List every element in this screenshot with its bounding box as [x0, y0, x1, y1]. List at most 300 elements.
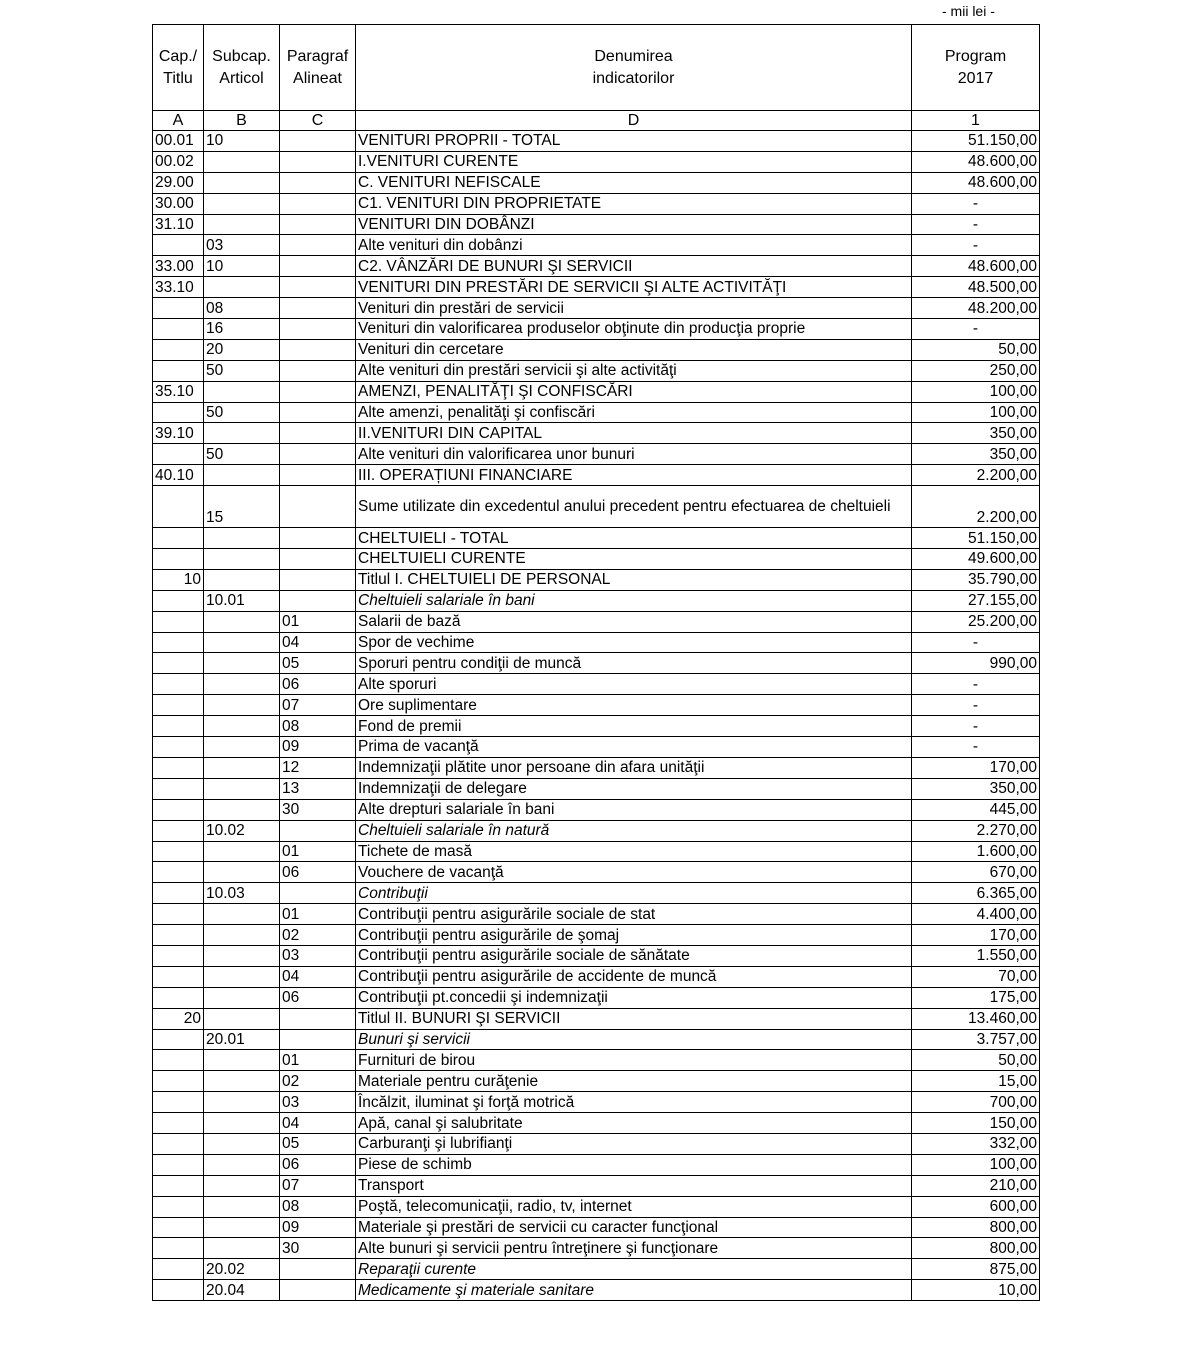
table-row [153, 319, 1040, 340]
table-row [153, 549, 1040, 570]
cell-subcap-articol [204, 1154, 280, 1175]
cell-denumire: Alte drepturi salariale în bani [356, 799, 912, 820]
cell-cap-titlu [153, 528, 204, 549]
cell-paragraf-alineat: 09 [280, 737, 356, 758]
cell-program-value: - [912, 716, 1040, 737]
cell-denumire: Contribuţii pentru asigurările sociale de sănătate [356, 945, 912, 966]
cell-cap-titlu [153, 1154, 204, 1175]
cell-cap-titlu [153, 883, 204, 904]
cell-paragraf-alineat [280, 256, 356, 277]
cell-denumire: Contribuţii [356, 883, 912, 904]
cell-denumire: Apă, canal şi salubritate [356, 1113, 912, 1134]
cell-paragraf-alineat: 02 [280, 1071, 356, 1092]
table-row [153, 883, 1040, 904]
cell-paragraf-alineat [280, 444, 356, 465]
cell-denumire: Bunuri şi servicii [356, 1029, 912, 1050]
cell-paragraf-alineat: 02 [280, 925, 356, 946]
table-row [153, 820, 1040, 841]
cell-paragraf-alineat [280, 131, 356, 152]
cell-denumire: Venituri din cercetare [356, 339, 912, 360]
table-row [153, 925, 1040, 946]
cell-denumire: Furnituri de birou [356, 1050, 912, 1071]
cell-cap-titlu: 29.00 [153, 172, 204, 193]
cell-paragraf-alineat [280, 172, 356, 193]
cell-subcap-articol: 50 [204, 360, 280, 381]
cell-subcap-articol: 20.01 [204, 1029, 280, 1050]
cell-denumire: III. OPERAȚIUNI FINANCIARE [356, 465, 912, 486]
cell-subcap-articol: 10 [204, 256, 280, 277]
table-row [153, 151, 1040, 172]
cell-cap-titlu: 30.00 [153, 193, 204, 214]
table-row [153, 298, 1040, 319]
cell-denumire: Ore suplimentare [356, 695, 912, 716]
cell-paragraf-alineat: 12 [280, 757, 356, 778]
cell-program-value: 2.200,00 [912, 486, 1040, 528]
cell-paragraf-alineat [280, 151, 356, 172]
table-row [153, 1196, 1040, 1217]
cell-denumire: Reparaţii curente [356, 1259, 912, 1280]
cell-paragraf-alineat [280, 820, 356, 841]
cell-cap-titlu [153, 862, 204, 883]
cell-subcap-articol [204, 1217, 280, 1238]
cell-subcap-articol [204, 716, 280, 737]
cell-subcap-articol [204, 757, 280, 778]
cell-program-value: 250,00 [912, 360, 1040, 381]
cell-denumire: Tichete de masă [356, 841, 912, 862]
table-row [153, 486, 1040, 528]
unit-label: - mii lei - [942, 3, 995, 19]
header-denumirea [356, 25, 912, 111]
cell-program-value: 350,00 [912, 778, 1040, 799]
cell-subcap-articol [204, 423, 280, 444]
cell-paragraf-alineat: 07 [280, 1175, 356, 1196]
cell-paragraf-alineat: 08 [280, 716, 356, 737]
table-row [153, 1008, 1040, 1029]
cell-cap-titlu [153, 799, 204, 820]
header-text: Cap./ [158, 47, 198, 65]
cell-paragraf-alineat: 13 [280, 778, 356, 799]
cell-cap-titlu [153, 1029, 204, 1050]
cell-subcap-articol [204, 1008, 280, 1029]
table-row [153, 737, 1040, 758]
table-row [153, 778, 1040, 799]
table-body [153, 131, 1040, 1301]
cell-cap-titlu [153, 1175, 204, 1196]
cell-paragraf-alineat: 01 [280, 904, 356, 925]
cell-denumire: Alte bunuri şi servicii pentru întreţinere şi funcţionare [356, 1238, 912, 1259]
table-row [153, 569, 1040, 590]
cell-cap-titlu: 10 [153, 569, 204, 590]
cell-program-value: 875,00 [912, 1259, 1040, 1280]
cell-denumire: VENITURI DIN PRESTĂRI DE SERVICII ŞI ALTE ACTIVITĂŢI [356, 277, 912, 298]
cell-program-value: - [912, 319, 1040, 340]
cell-paragraf-alineat: 30 [280, 799, 356, 820]
cell-program-value: 210,00 [912, 1175, 1040, 1196]
cell-subcap-articol: 10 [204, 131, 280, 152]
cell-cap-titlu [153, 319, 204, 340]
cell-paragraf-alineat [280, 339, 356, 360]
cell-paragraf-alineat [280, 423, 356, 444]
cell-program-value: - [912, 695, 1040, 716]
cell-cap-titlu [153, 841, 204, 862]
table-row [153, 1217, 1040, 1238]
table-row [153, 1259, 1040, 1280]
cell-subcap-articol [204, 569, 280, 590]
cell-subcap-articol [204, 1175, 280, 1196]
cell-denumire: Contribuţii pentru asigurările de accidente de muncă [356, 966, 912, 987]
cell-paragraf-alineat: 08 [280, 1196, 356, 1217]
cell-subcap-articol: 08 [204, 298, 280, 319]
cell-cap-titlu [153, 339, 204, 360]
table-row [153, 590, 1040, 611]
cell-subcap-articol [204, 966, 280, 987]
cell-subcap-articol: 10.01 [204, 590, 280, 611]
table-row [153, 841, 1040, 862]
cell-subcap-articol [204, 925, 280, 946]
table-row [153, 423, 1040, 444]
cell-denumire: Cheltuieli salariale în bani [356, 590, 912, 611]
table-row [153, 214, 1040, 235]
table-row [153, 1154, 1040, 1175]
table-row [153, 904, 1040, 925]
cell-denumire: AMENZI, PENALITĂŢI ŞI CONFISCĂRI [356, 381, 912, 402]
cell-paragraf-alineat: 07 [280, 695, 356, 716]
cell-denumire: Materiale şi prestări de servicii cu caracter funcţional [356, 1217, 912, 1238]
cell-paragraf-alineat [280, 381, 356, 402]
letter-c: C [280, 111, 356, 131]
cell-subcap-articol [204, 653, 280, 674]
cell-subcap-articol [204, 778, 280, 799]
cell-denumire: Materiale pentru curăţenie [356, 1071, 912, 1092]
cell-cap-titlu: 00.02 [153, 151, 204, 172]
cell-denumire: Cheltuieli salariale în natură [356, 820, 912, 841]
cell-paragraf-alineat [280, 1008, 356, 1029]
cell-subcap-articol [204, 904, 280, 925]
cell-subcap-articol [204, 1238, 280, 1259]
cell-paragraf-alineat [280, 402, 356, 423]
cell-cap-titlu [153, 360, 204, 381]
cell-program-value: 600,00 [912, 1196, 1040, 1217]
cell-cap-titlu: 39.10 [153, 423, 204, 444]
cell-program-value: 51.150,00 [912, 528, 1040, 549]
table-row [153, 695, 1040, 716]
cell-subcap-articol: 50 [204, 402, 280, 423]
cell-cap-titlu [153, 611, 204, 632]
letter-1: 1 [912, 111, 1040, 131]
cell-subcap-articol [204, 674, 280, 695]
cell-cap-titlu [153, 1050, 204, 1071]
cell-paragraf-alineat: 04 [280, 1113, 356, 1134]
cell-cap-titlu [153, 778, 204, 799]
cell-program-value: - [912, 193, 1040, 214]
cell-cap-titlu [153, 925, 204, 946]
cell-subcap-articol [204, 214, 280, 235]
cell-denumire: C2. VÂNZĂRI DE BUNURI ŞI SERVICII [356, 256, 912, 277]
header-text: Paragraf [286, 47, 349, 65]
cell-paragraf-alineat [280, 193, 356, 214]
cell-subcap-articol [204, 1113, 280, 1134]
cell-denumire: C1. VENITURI DIN PROPRIETATE [356, 193, 912, 214]
cell-program-value: - [912, 737, 1040, 758]
cell-denumire: Prima de vacanţă [356, 737, 912, 758]
cell-cap-titlu [153, 695, 204, 716]
header-cap-titlu [153, 25, 204, 111]
cell-cap-titlu [153, 653, 204, 674]
cell-subcap-articol: 16 [204, 319, 280, 340]
table-row [153, 131, 1040, 152]
cell-program-value: 50,00 [912, 1050, 1040, 1071]
cell-denumire: Salarii de bază [356, 611, 912, 632]
cell-program-value: 670,00 [912, 862, 1040, 883]
cell-program-value: - [912, 235, 1040, 256]
table-row [153, 632, 1040, 653]
cell-program-value: 48.200,00 [912, 298, 1040, 319]
cell-subcap-articol [204, 1133, 280, 1154]
cell-subcap-articol: 10.03 [204, 883, 280, 904]
letter-b: B [204, 111, 280, 131]
cell-cap-titlu [153, 904, 204, 925]
cell-denumire: Carburanţi şi lubrifianţi [356, 1133, 912, 1154]
table-row [153, 402, 1040, 423]
cell-program-value: 51.150,00 [912, 131, 1040, 152]
cell-denumire: Alte amenzi, penalităţi şi confiscări [356, 402, 912, 423]
table-row [153, 360, 1040, 381]
cell-program-value: 100,00 [912, 402, 1040, 423]
cell-denumire: Transport [356, 1175, 912, 1196]
cell-subcap-articol [204, 611, 280, 632]
cell-program-value: 13.460,00 [912, 1008, 1040, 1029]
cell-paragraf-alineat: 05 [280, 1133, 356, 1154]
cell-paragraf-alineat: 06 [280, 987, 356, 1008]
table-row [153, 716, 1040, 737]
cell-cap-titlu [153, 486, 204, 528]
cell-program-value: 1.550,00 [912, 945, 1040, 966]
cell-denumire: II.VENITURI DIN CAPITAL [356, 423, 912, 444]
header-text: Titlu [163, 69, 193, 87]
cell-cap-titlu [153, 1071, 204, 1092]
cell-denumire: Alte venituri din dobânzi [356, 235, 912, 256]
cell-paragraf-alineat: 06 [280, 674, 356, 695]
cell-subcap-articol [204, 465, 280, 486]
table-row [153, 1133, 1040, 1154]
cell-cap-titlu [153, 1092, 204, 1113]
header-text: 2017 [957, 69, 994, 87]
cell-subcap-articol [204, 945, 280, 966]
cell-paragraf-alineat: 30 [280, 1238, 356, 1259]
cell-subcap-articol [204, 987, 280, 1008]
cell-cap-titlu [153, 632, 204, 653]
cell-paragraf-alineat: 06 [280, 1154, 356, 1175]
table-row [153, 444, 1040, 465]
cell-program-value: 35.790,00 [912, 569, 1040, 590]
table-row [153, 1113, 1040, 1134]
cell-cap-titlu [153, 966, 204, 987]
cell-program-value: 1.600,00 [912, 841, 1040, 862]
cell-paragraf-alineat [280, 1280, 356, 1301]
cell-subcap-articol [204, 841, 280, 862]
cell-paragraf-alineat: 01 [280, 1050, 356, 1071]
cell-program-value: - [912, 214, 1040, 235]
cell-cap-titlu: 31.10 [153, 214, 204, 235]
cell-cap-titlu [153, 737, 204, 758]
cell-denumire: Contribuţii pentru asigurările sociale de stat [356, 904, 912, 925]
cell-denumire: Alte venituri din valorificarea unor bunuri [356, 444, 912, 465]
table-row [153, 193, 1040, 214]
cell-paragraf-alineat: 01 [280, 841, 356, 862]
table-row [153, 674, 1040, 695]
cell-subcap-articol: 10.02 [204, 820, 280, 841]
cell-subcap-articol [204, 1071, 280, 1092]
cell-paragraf-alineat [280, 214, 356, 235]
cell-program-value: 350,00 [912, 444, 1040, 465]
cell-denumire: VENITURI PROPRII - TOTAL [356, 131, 912, 152]
column-letters-row [153, 111, 1040, 131]
cell-cap-titlu [153, 444, 204, 465]
cell-paragraf-alineat [280, 277, 356, 298]
cell-program-value: 3.757,00 [912, 1029, 1040, 1050]
table-row [153, 1092, 1040, 1113]
cell-program-value: 350,00 [912, 423, 1040, 444]
cell-program-value: 70,00 [912, 966, 1040, 987]
cell-paragraf-alineat: 04 [280, 632, 356, 653]
cell-subcap-articol [204, 737, 280, 758]
cell-program-value: 15,00 [912, 1071, 1040, 1092]
header-program [912, 25, 1040, 111]
cell-denumire: Sume utilizate din excedentul anului precedent pentru efectuarea de cheltuieli [356, 486, 912, 528]
cell-cap-titlu [153, 298, 204, 319]
cell-cap-titlu [153, 945, 204, 966]
cell-paragraf-alineat: 03 [280, 1092, 356, 1113]
cell-cap-titlu [153, 235, 204, 256]
cell-program-value: 150,00 [912, 1113, 1040, 1134]
table-row [153, 465, 1040, 486]
cell-subcap-articol [204, 632, 280, 653]
table-row [153, 987, 1040, 1008]
cell-subcap-articol: 15 [204, 486, 280, 528]
table-row [153, 528, 1040, 549]
cell-program-value: - [912, 632, 1040, 653]
cell-subcap-articol [204, 549, 280, 570]
cell-denumire: Piese de schimb [356, 1154, 912, 1175]
cell-cap-titlu: 33.00 [153, 256, 204, 277]
cell-paragraf-alineat: 05 [280, 653, 356, 674]
cell-program-value: 4.400,00 [912, 904, 1040, 925]
cell-denumire: Alte sporuri [356, 674, 912, 695]
cell-cap-titlu [153, 1133, 204, 1154]
cell-denumire: Alte venituri din prestări servicii şi alte activităţi [356, 360, 912, 381]
cell-program-value: 48.600,00 [912, 172, 1040, 193]
cell-program-value: 2.200,00 [912, 465, 1040, 486]
cell-cap-titlu [153, 590, 204, 611]
cell-paragraf-alineat: 04 [280, 966, 356, 987]
cell-cap-titlu [153, 757, 204, 778]
cell-cap-titlu [153, 1238, 204, 1259]
cell-subcap-articol [204, 799, 280, 820]
table-row [153, 172, 1040, 193]
cell-denumire: Contribuţii pt.concedii şi indemnizaţii [356, 987, 912, 1008]
table-row [153, 1238, 1040, 1259]
cell-subcap-articol: 20 [204, 339, 280, 360]
cell-subcap-articol: 20.04 [204, 1280, 280, 1301]
cell-denumire: Fond de premii [356, 716, 912, 737]
cell-denumire: Indemnizaţii de delegare [356, 778, 912, 799]
cell-cap-titlu [153, 1280, 204, 1301]
cell-program-value: 27.155,00 [912, 590, 1040, 611]
cell-subcap-articol [204, 528, 280, 549]
cell-cap-titlu [153, 402, 204, 423]
cell-subcap-articol [204, 862, 280, 883]
table-row [153, 235, 1040, 256]
cell-paragraf-alineat [280, 590, 356, 611]
cell-program-value: 10,00 [912, 1280, 1040, 1301]
table-row [153, 1071, 1040, 1092]
cell-paragraf-alineat [280, 569, 356, 590]
cell-denumire: CHELTUIELI - TOTAL [356, 528, 912, 549]
header-text: Denumirea [594, 47, 673, 65]
cell-denumire: I.VENITURI CURENTE [356, 151, 912, 172]
cell-program-value: 48.500,00 [912, 277, 1040, 298]
table-row [153, 381, 1040, 402]
cell-paragraf-alineat [280, 1259, 356, 1280]
cell-denumire: Contribuţii pentru asigurările de şomaj [356, 925, 912, 946]
cell-cap-titlu [153, 1113, 204, 1134]
cell-subcap-articol: 50 [204, 444, 280, 465]
cell-paragraf-alineat [280, 883, 356, 904]
cell-subcap-articol [204, 1050, 280, 1071]
cell-program-value: 990,00 [912, 653, 1040, 674]
cell-denumire: C. VENITURI NEFISCALE [356, 172, 912, 193]
cell-cap-titlu [153, 1259, 204, 1280]
table-row [153, 1280, 1040, 1301]
cell-subcap-articol [204, 277, 280, 298]
cell-denumire: Titlul II. BUNURI ŞI SERVICII [356, 1008, 912, 1029]
table-row [153, 945, 1040, 966]
cell-paragraf-alineat [280, 486, 356, 528]
table-row [153, 1029, 1040, 1050]
letter-a: A [153, 111, 204, 131]
cell-paragraf-alineat: 06 [280, 862, 356, 883]
cell-paragraf-alineat [280, 360, 356, 381]
table-row [153, 1050, 1040, 1071]
cell-paragraf-alineat: 03 [280, 945, 356, 966]
table-row [153, 862, 1040, 883]
cell-cap-titlu: 40.10 [153, 465, 204, 486]
cell-paragraf-alineat [280, 319, 356, 340]
cell-program-value: 170,00 [912, 757, 1040, 778]
header-text: Program [944, 47, 1007, 65]
cell-program-value: 700,00 [912, 1092, 1040, 1113]
table-row [153, 277, 1040, 298]
cell-program-value: 100,00 [912, 381, 1040, 402]
cell-cap-titlu: 33.10 [153, 277, 204, 298]
table-row [153, 653, 1040, 674]
cell-cap-titlu [153, 820, 204, 841]
cell-paragraf-alineat [280, 528, 356, 549]
cell-cap-titlu: 35.10 [153, 381, 204, 402]
cell-denumire: Medicamente şi materiale sanitare [356, 1280, 912, 1301]
header-text: Articol [219, 69, 264, 87]
cell-paragraf-alineat [280, 549, 356, 570]
cell-subcap-articol [204, 381, 280, 402]
header-text: Alineat [293, 69, 342, 87]
header-row [153, 25, 1040, 111]
cell-paragraf-alineat [280, 298, 356, 319]
cell-denumire: CHELTUIELI CURENTE [356, 549, 912, 570]
cell-cap-titlu: 00.01 [153, 131, 204, 152]
cell-paragraf-alineat [280, 1029, 356, 1050]
cell-program-value: 48.600,00 [912, 256, 1040, 277]
cell-cap-titlu [153, 987, 204, 1008]
